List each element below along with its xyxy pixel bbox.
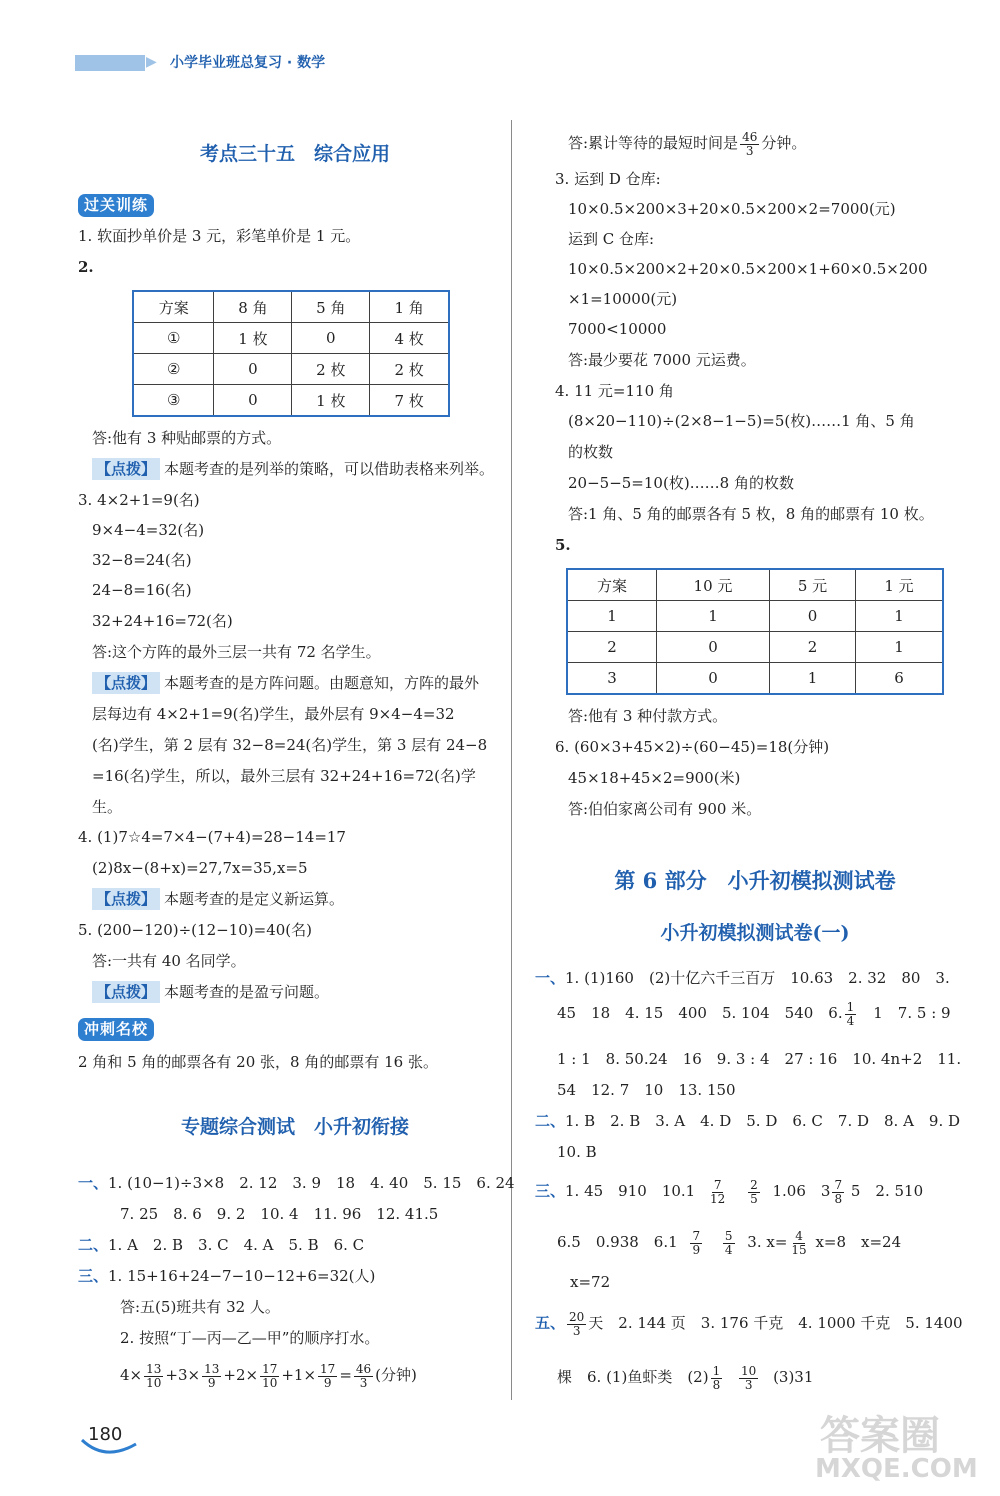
- m-s3-line: x=72: [570, 1273, 611, 1291]
- fraction: $\frac{17}{9}$: [320, 1361, 336, 1390]
- q2-number: 2.: [78, 258, 94, 276]
- fraction: $\frac{13}{10}$: [146, 1361, 162, 1390]
- rq4-line: 答:1 角、5 角的邮票各有 5 枚，8 角的邮票有 10 枚。: [568, 505, 934, 523]
- q4-line: (2)8x−(8+x)=27,7x=35,x=5: [92, 859, 308, 877]
- q3-line: 3. 4×2+1=9(名): [78, 491, 200, 509]
- m-s2-line: 10. B: [557, 1143, 597, 1161]
- top-answer: 答:累计等待的最短时间是 $\frac{46}{3}$ 分钟。: [568, 129, 807, 158]
- m-s2-line: 二、1. B 2. B 3. A 4. D 5. D 6. C 7. D 8. A 9. D: [535, 1112, 961, 1130]
- m-s1-line: 45 18 4. 15 400 5. 104 540 6. $\frac{1}{4}$ 1 7. 5 : 9: [557, 999, 951, 1028]
- fraction: $\frac{1}{4}$: [846, 999, 855, 1028]
- fraction: $\frac{17}{10}$: [262, 1361, 278, 1390]
- section-heading-1: 考点三十五 综合应用: [199, 143, 390, 165]
- table-row: 方案 10 元 5 元 1 元: [567, 569, 943, 601]
- table-row: 2 0 2 1: [567, 632, 943, 663]
- header-title: 小学毕业班总复习 · 数学: [170, 55, 326, 71]
- q2-answer: 答:他有 3 种贴邮票的方式。: [92, 429, 282, 447]
- rq6-line: 答:伯伯家离公司有 900 米。: [568, 800, 762, 818]
- fraction: $\frac{46}{3}$: [742, 129, 758, 158]
- fraction: $\frac{20}{3}$: [569, 1309, 585, 1338]
- fraction: $\frac{4}{15}$: [791, 1228, 807, 1257]
- header-arrow-icon: ▶: [146, 54, 157, 70]
- tip-tag: 【点拨】: [92, 458, 160, 480]
- fraction: $\frac{10}{3}$: [741, 1363, 757, 1392]
- q3-line: 答:这个方阵的最外三层一共有 72 名学生。: [92, 643, 381, 661]
- q5-tip: 【点拨】 本题考查的是盈亏问题。: [92, 981, 329, 1003]
- m-s3-line: 三、1. 45 910 10.1 $\frac{7}{12}$ $\frac{2}{5}$ 1.06 3 $\frac{7}{8}$ 5 2. 510: [535, 1177, 924, 1206]
- s1-line: 一、1. (10−1)÷3×8 2. 12 3. 9 18 4. 40 5. 15 6. 24: [78, 1174, 515, 1192]
- rq3-line: 3. 运到 D 仓库:: [555, 170, 661, 188]
- section-heading-2: 专题综合测试 小升初衔接: [180, 1116, 409, 1138]
- table-row: 1 1 0 1: [567, 601, 943, 632]
- s1-line: 7. 25 8. 6 9. 2 10. 4 11. 96 12. 41.5: [120, 1205, 439, 1223]
- payment-table: [566, 568, 944, 695]
- section-mark: 三、: [78, 1267, 109, 1285]
- s3-line: 三、1. 15+16+24−7−10−12+6=32(人): [78, 1267, 376, 1285]
- rq4-line: (8×20−110)÷(2×8−1−5)=5(枚)……1 角、5 角: [568, 412, 915, 430]
- rq3-line: 7000<10000: [568, 320, 667, 338]
- fraction: $\frac{7}{9}$: [692, 1228, 701, 1257]
- m-s1-line: 一、1. (1)160 (2)十亿六千三百万 10.63 2. 32 80 3.: [535, 969, 950, 987]
- fraction: $\frac{5}{4}$: [724, 1228, 733, 1257]
- section-mark: 二、: [535, 1112, 566, 1130]
- q3-tip-line: 生。: [92, 798, 123, 816]
- m-s1-line: 1 : 1 8. 50.24 16 9. 3 : 4 27 : 16 10. 4n+2 11.: [557, 1050, 962, 1068]
- section-mark: 五、: [535, 1314, 566, 1332]
- s3-line: 2. 按照“丁—丙—乙—甲”的顺序打水。: [120, 1329, 380, 1347]
- table-row: 方案 8 角 5 角 1 角: [133, 291, 449, 323]
- fraction: $\frac{7}{8}$: [834, 1177, 843, 1206]
- rq6-line: 6. (60×3+45×2)÷(60−45)=18(分钟): [555, 738, 830, 756]
- watermark-url: MXQE.COM: [815, 1454, 978, 1484]
- q5-line: 答:一共有 40 名同学。: [92, 952, 246, 970]
- q4-line: 4. (1)7☆4=7×4−(7+4)=28−14=17: [78, 828, 346, 846]
- s2-line: 二、1. A 2. B 3. C 4. A 5. B 6. C: [78, 1236, 365, 1254]
- page-number: 180: [88, 1424, 123, 1445]
- rq3-line: 运到 C 仓库:: [568, 230, 655, 248]
- q2-tip: 【点拨】 本题考查的是列举的策略，可以借助表格来列举。: [92, 458, 494, 480]
- rq6-line: 45×18+45×2=900(米): [568, 769, 741, 787]
- q3-tip: 【点拨】 本题考查的是方阵问题。由题意知，方阵的最外: [92, 672, 479, 694]
- section-mark: 一、: [78, 1174, 109, 1192]
- section-mark: 二、: [78, 1236, 109, 1254]
- fraction: $\frac{46}{3}$: [355, 1361, 372, 1390]
- rq4-line: 4. 11 元=110 角: [555, 382, 674, 400]
- table-row: ① 1 枚 0 4 枚: [133, 323, 449, 354]
- rq4-line: 20−5−5=10(枚)……8 角的枚数: [568, 474, 794, 492]
- m-s3-line: 6.5 0.938 6.1 $\frac{7}{9}$ $\frac{5}{4}$ 3. x= $\frac{4}{15}$ x=8 x=24: [557, 1228, 902, 1257]
- tip-tag: 【点拨】: [92, 888, 160, 910]
- q5-line: 5. (200−120)÷(12−10)=40(名): [78, 921, 312, 939]
- part-heading: 第 6 部分 小升初模拟测试卷: [614, 868, 896, 893]
- m-s5-line: 五、 $\frac{20}{3}$ 天 2. 144 页 3. 176 千克 4. 1000 千克 5. 1400: [535, 1309, 963, 1338]
- rq5-answer: 答:他有 3 种付款方式。: [568, 707, 728, 725]
- s3-formula: 4× $\frac{13}{10}$ +3× $\frac{13}{9}$ +2× $\frac{17}{10}$ +1× $\frac{17}{9}$ = $\frac{46}{3}$ (分钟): [120, 1361, 417, 1390]
- stamp-table: [132, 290, 450, 417]
- badge-pass-training: 过关训练: [78, 194, 154, 217]
- q3-line: 9×4−4=32(名): [92, 521, 205, 539]
- header-bar: [75, 55, 145, 71]
- rq3-line: 10×0.5×200×3+20×0.5×200×2=7000(元): [568, 200, 896, 218]
- watermark-logo: 答案圈: [820, 1413, 940, 1459]
- page-number-swoosh: [80, 1436, 140, 1460]
- q3-tip-line: (名)学生，第 2 层有 32−8=24(名)学生，第 3 层有 24−8: [92, 736, 488, 754]
- q3-line: 32−8=24(名): [92, 551, 192, 569]
- section-mark: 一、: [535, 969, 566, 987]
- fraction: $\frac{13}{9}$: [204, 1361, 220, 1390]
- q4-tip: 【点拨】 本题考查的是定义新运算。: [92, 888, 344, 910]
- fraction: $\frac{2}{5}$: [750, 1177, 758, 1206]
- rq3-line: 10×0.5×200×2+20×0.5×200×1+60×0.5×200: [568, 260, 928, 278]
- table-row: ② 0 2 枚 2 枚: [133, 354, 449, 385]
- q3-line: 32+24+16=72(名): [92, 612, 233, 630]
- rq5-number: 5.: [555, 536, 571, 554]
- s3-line: 答:五(5)班共有 32 人。: [120, 1298, 280, 1316]
- fraction: $\frac{1}{8}$: [712, 1363, 721, 1392]
- section-mark: 三、: [535, 1182, 566, 1200]
- tip-tag: 【点拨】: [92, 981, 160, 1003]
- q3-tip-line: =16(名)学生，所以，最外三层有 32+24+16=72(名)学: [92, 767, 476, 785]
- q1-answer: 1. 软面抄单价是 3 元，彩笔单价是 1 元。: [78, 227, 361, 245]
- column-divider: [511, 120, 512, 1400]
- badge-sprint: 冲刺名校: [78, 1018, 154, 1041]
- sprint-answer: 2 角和 5 角的邮票各有 20 张，8 角的邮票有 16 张。: [78, 1053, 438, 1071]
- tip-tag: 【点拨】: [92, 672, 160, 694]
- m-s5-line: 棵 6. (1)鱼虾类 (2) $\frac{1}{8}$ $\frac{10}{3}$ (3)31: [557, 1363, 814, 1392]
- m-s1-line: 54 12. 7 10 13. 150: [557, 1081, 736, 1099]
- rq3-line: 答:最少要花 7000 元运费。: [568, 351, 756, 369]
- q3-line: 24−8=16(名): [92, 581, 192, 599]
- sub-heading: 小升初模拟测试卷(一): [660, 922, 850, 944]
- table-row: ③ 0 1 枚 7 枚: [133, 385, 449, 417]
- q3-tip-line: 层每边有 4×2+1=9(名)学生，最外层有 9×4−4=32: [92, 705, 455, 723]
- fraction: $\frac{7}{12}$: [710, 1177, 726, 1206]
- rq3-line: ×1=10000(元): [568, 290, 678, 308]
- rq4-line: 的枚数: [568, 443, 614, 461]
- table-row: 3 0 1 6: [567, 663, 943, 695]
